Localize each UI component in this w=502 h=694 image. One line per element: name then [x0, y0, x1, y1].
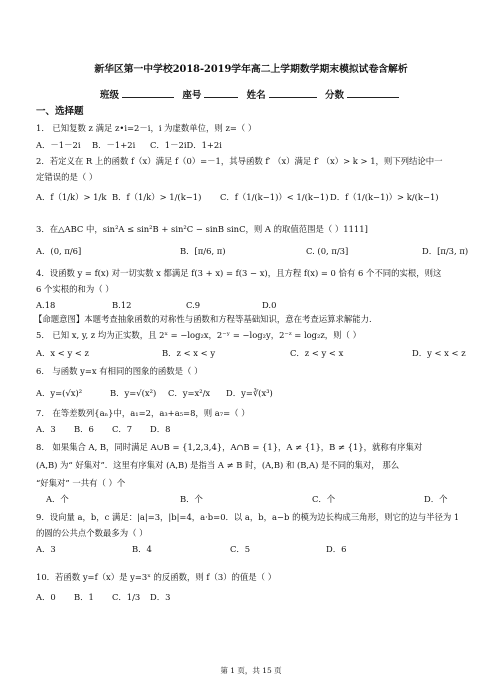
q5-stem: 5． 已知 x, y, z 均为正实数，且 2ˣ = −log₂x，2⁻ʸ = −log₂y，2⁻ᶻ = log₂z，则（ ） [36, 330, 361, 340]
q9-option-d: D．6 [326, 544, 347, 554]
q4-stem-line2: 6 个实根的和为（ ） [36, 284, 114, 294]
student-info-line [0, 88, 502, 102]
q5-option-b: B．z < x < y [162, 348, 216, 358]
q10-option-b: B．1 [74, 592, 94, 602]
q4-stem-line1: 4．设函数 y = f(x) 对一切实数 x 都满足 f(3 + x) = f(3 − x)，且方程 f(x) = 0 恰有 6 个不同的实根，则这 [36, 268, 442, 278]
q10-option-c: C．1/3 [112, 592, 141, 602]
q1-option-a: A．－1－2i [36, 140, 81, 150]
q5-option-a: A．x < y < z [36, 348, 89, 358]
q4-option-c: C.9 [186, 300, 201, 310]
q5-option-c: C．z < y < x [290, 348, 344, 358]
q2-option-b: B．f（1/k）> 1/(k−1) [112, 192, 202, 202]
q6-option-b: B．y=√(x²) [110, 388, 157, 398]
q4-option-d: D.0 [262, 300, 277, 310]
class-blank [122, 88, 174, 98]
q3-option-a: A．(0, π/6] [36, 246, 82, 256]
q3-stem: 3．在△ABC 中，sin²A ≤ sin²B + sin²C − sinB sinC，则 A 的取值范围是（ ）1111] [36, 224, 368, 234]
q9-stem-line2: 的圆的公共点个数最多为（ ） [36, 528, 148, 538]
q8-option-b: B．个 [180, 494, 203, 504]
score-label: 分数 [324, 90, 344, 101]
q8-option-a: A．个 [46, 494, 69, 504]
q7-stem: 7． 在等差数列{aₙ}中，a₁=2，a₃+a₅=8，则 a₇=（ ） [36, 408, 250, 418]
q2-stem-line2: 定错误的是（ ） [36, 172, 98, 182]
q7-option-c: C．7 [112, 424, 133, 434]
q7-option-b: B．6 [74, 424, 94, 434]
q6-option-a: A．y=(√x)² [36, 388, 83, 398]
q4-option-a: A.18 [36, 300, 56, 310]
q1-option-c: C．1－2iD．1+2i [150, 140, 222, 150]
q3-option-b: B．[π/6, π) [180, 246, 226, 256]
q8-stem-line2: (A,B) 为“ 好集对”．这里有序集对 (A,B) 是指当 A ≠ B 时，(A,B) 和 (B,A) 是不同的集对， 那么 [36, 460, 400, 470]
q6-stem: 6． 与函数 y=x 有相同的图象的函数是（ ） [36, 366, 203, 376]
q7-option-a: A．3 [36, 424, 56, 434]
page-title: 新华区第一中学校2018-2019学年高二上学期数学期末模拟试卷含解析 [94, 64, 408, 75]
q4-option-b: B.12 [112, 300, 132, 310]
q8-stem-line3: “好集对” 一共有（ ）个 [36, 478, 126, 488]
q3-option-c: C. (0, π/3] [306, 246, 349, 256]
q10-option-d: D．3 [150, 592, 171, 602]
q8-option-d: D．个 [424, 494, 448, 504]
q2-option-c: C．f（1/(k−1)）< 1/(k−1) [220, 192, 329, 202]
q2-option-d: D．f（1/(k−1)）> k/(k−1) [330, 192, 439, 202]
seat-label: 座号 [182, 90, 202, 101]
q9-option-a: A．3 [36, 544, 56, 554]
q4-intent-note: 【命题意图】本题考查抽象函数的对称性与函数和方程等基础知识，意在考查运算求解能力. [34, 314, 372, 324]
q2-stem-line1: 2．若定义在 R 上的函数 f（x）满足 f（0）=－1，其导函数 f′ （x）满足 f′ （x）> k > 1，则下列结论中一 [36, 156, 443, 166]
section-heading: 一、选择题 [36, 106, 84, 117]
q7-option-d: D．8 [150, 424, 171, 434]
q5-option-d: D．y < x < z [412, 348, 466, 358]
q6-option-c: C．y=x²/x [168, 388, 211, 398]
q9-option-b: B．4 [132, 544, 152, 554]
q2-option-a: A．f（1/k）> 1/k [36, 192, 107, 202]
q9-stem-line1: 9．设向量 a，b，c 满足：|a|=3，|b|=4，a·b=0．以 a，b，a−b 的模为边长构成三角形，则它的边与半径为 1 [36, 512, 460, 522]
page-footer: 第 1 页，共 15 页 [220, 666, 282, 675]
name-blank [269, 88, 317, 98]
q10-stem: 10．若函数 y=f（x）是 y=3ˣ 的反函数，则 f（3）的值是（ ） [36, 572, 277, 582]
q3-option-d: D．[π/3, π) [422, 246, 469, 256]
q10-option-a: A．0 [36, 592, 56, 602]
q6-option-d: D．y=∛(x³) [226, 388, 273, 398]
score-blank [347, 88, 399, 98]
q1-option-b: B．－1+2i [92, 140, 136, 150]
class-label: 班级 [100, 90, 120, 101]
q8-option-c: C．个 [312, 494, 336, 504]
name-label: 姓名 [246, 90, 266, 101]
q1-stem: 1． 已知复数 z 满足 z•i=2－i，i 为虚数单位，则 z=（ ） [36, 123, 257, 133]
q8-stem-line1: 8． 如果集合 A, B，同时满足 A∪B = {1,2,3,4}，A∩B = {1}，A ≠ {1}，B ≠ {1}，就称有序集对 [36, 442, 423, 452]
seat-blank [204, 88, 238, 98]
q9-option-c: C．5 [230, 544, 251, 554]
